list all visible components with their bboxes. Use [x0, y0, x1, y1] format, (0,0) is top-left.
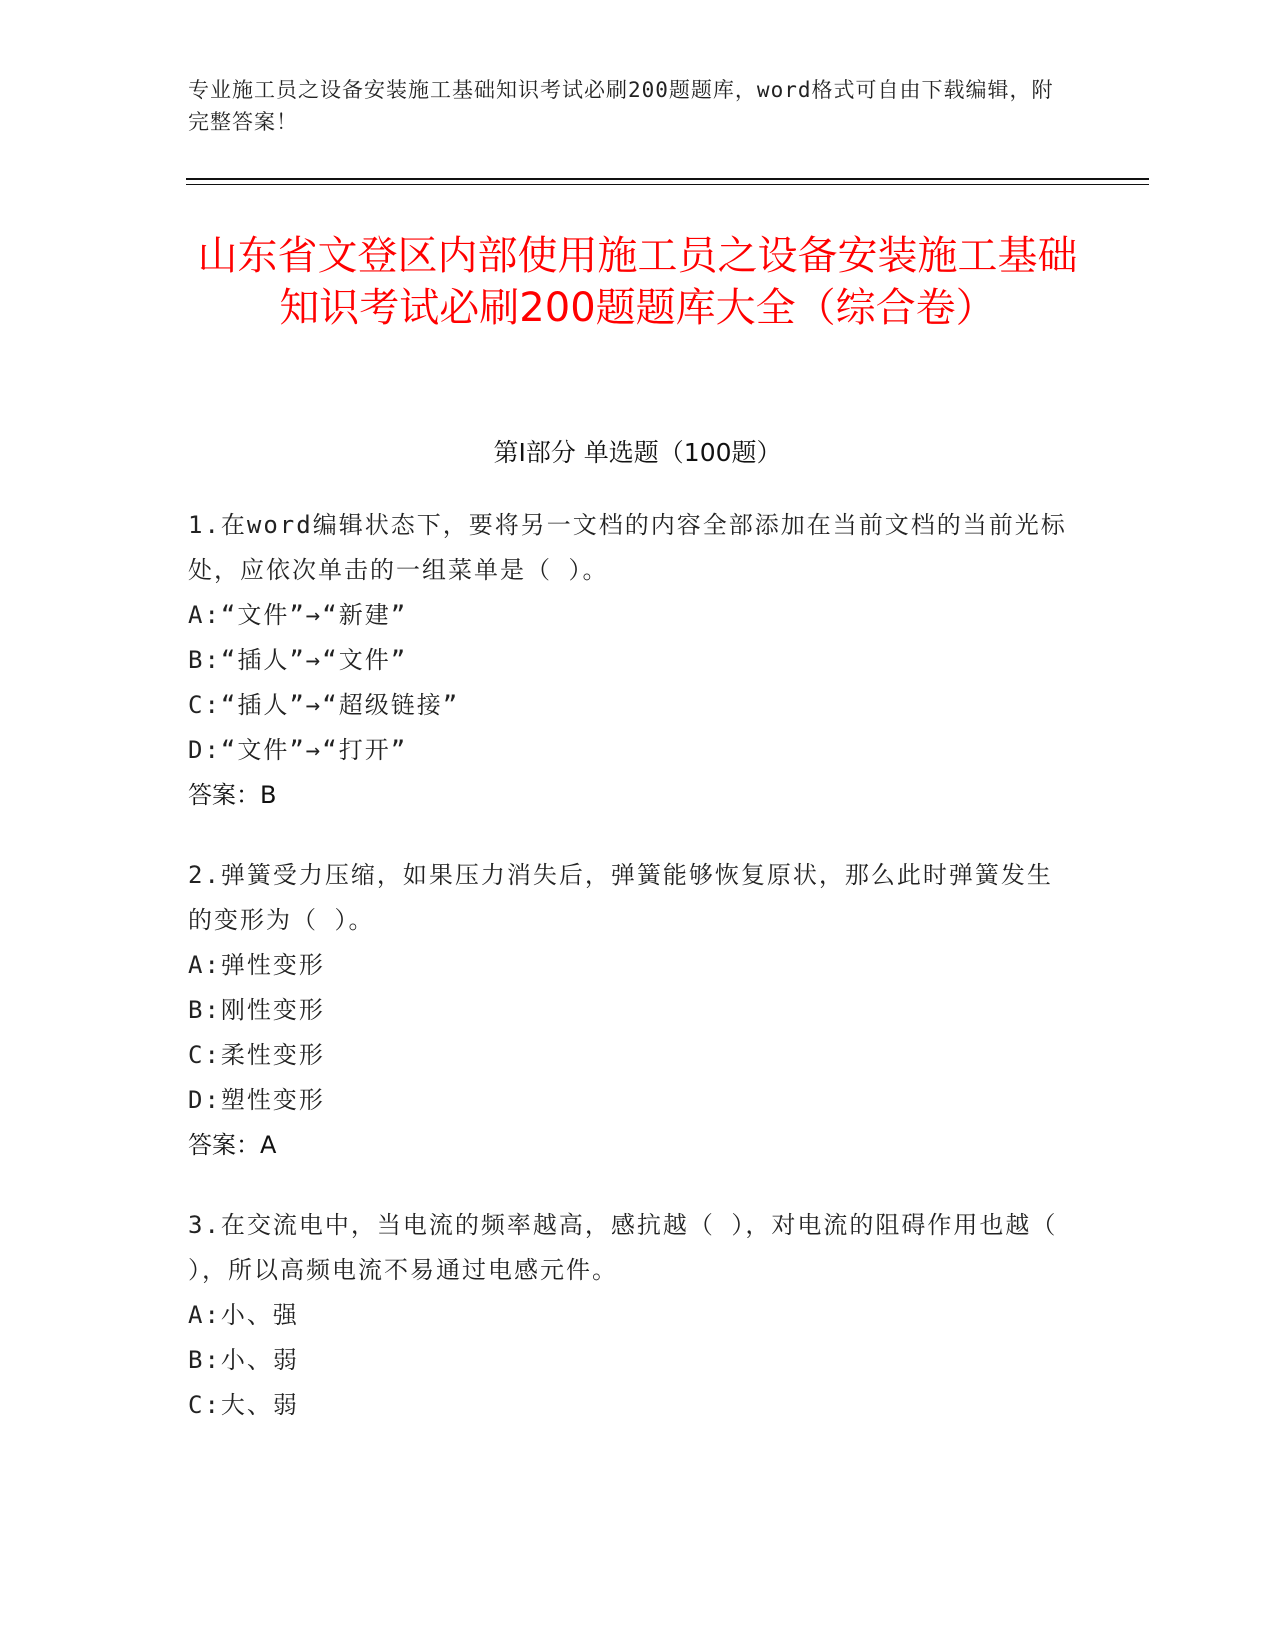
header-divider-thick — [186, 178, 1149, 180]
question-stem: 1.在word编辑状态下，要将另一文档的内容全部添加在当前文档的当前光标处，应依次单击的一组菜单是（ ）。 — [188, 511, 1067, 584]
header-note: 专业施工员之设备安装施工基础知识考试必刷200题题库，word格式可自由下载编辑，附完整答案！ — [188, 78, 1054, 134]
option-d: D:塑性变形 — [188, 1086, 325, 1114]
option-c: C:大、弱 — [188, 1391, 299, 1419]
option-c: C:柔性变形 — [188, 1041, 325, 1069]
option-b: B:“插人”→“文件” — [188, 646, 408, 674]
question-stem: 2.弹簧受力压缩，如果压力消失后，弹簧能够恢复原状，那么此时弹簧发生的变形为（ ）。 — [188, 861, 1053, 934]
section-heading: 第I部分 单选题（100题） — [493, 438, 782, 467]
option-a: A:“文件”→“新建” — [188, 601, 408, 629]
question-3 — [188, 1203, 1068, 1428]
question-1 — [188, 503, 1068, 818]
option-b: B:小、弱 — [188, 1346, 299, 1374]
option-a: A:小、强 — [188, 1301, 299, 1329]
option-b: B:刚性变形 — [188, 996, 325, 1024]
question-2 — [188, 853, 1068, 1168]
option-d: D:“文件”→“打开” — [188, 736, 408, 764]
answer-line: 答案：B — [188, 781, 277, 809]
question-stem: 3.在交流电中，当电流的频率越高，感抗越（ ），对电流的阻碍作用也越（ ），所以高频电流不易通过电感元件。 — [188, 1211, 1058, 1284]
answer-line: 答案：A — [188, 1131, 277, 1159]
option-a: A:弹性变形 — [188, 951, 325, 979]
document-title: 山东省文登区内部使用施工员之设备安装施工基础知识考试必刷200题题库大全（综合卷） — [197, 233, 1078, 331]
option-c: C:“插人”→“超级链接” — [188, 691, 460, 719]
header-divider-thin — [186, 184, 1149, 185]
